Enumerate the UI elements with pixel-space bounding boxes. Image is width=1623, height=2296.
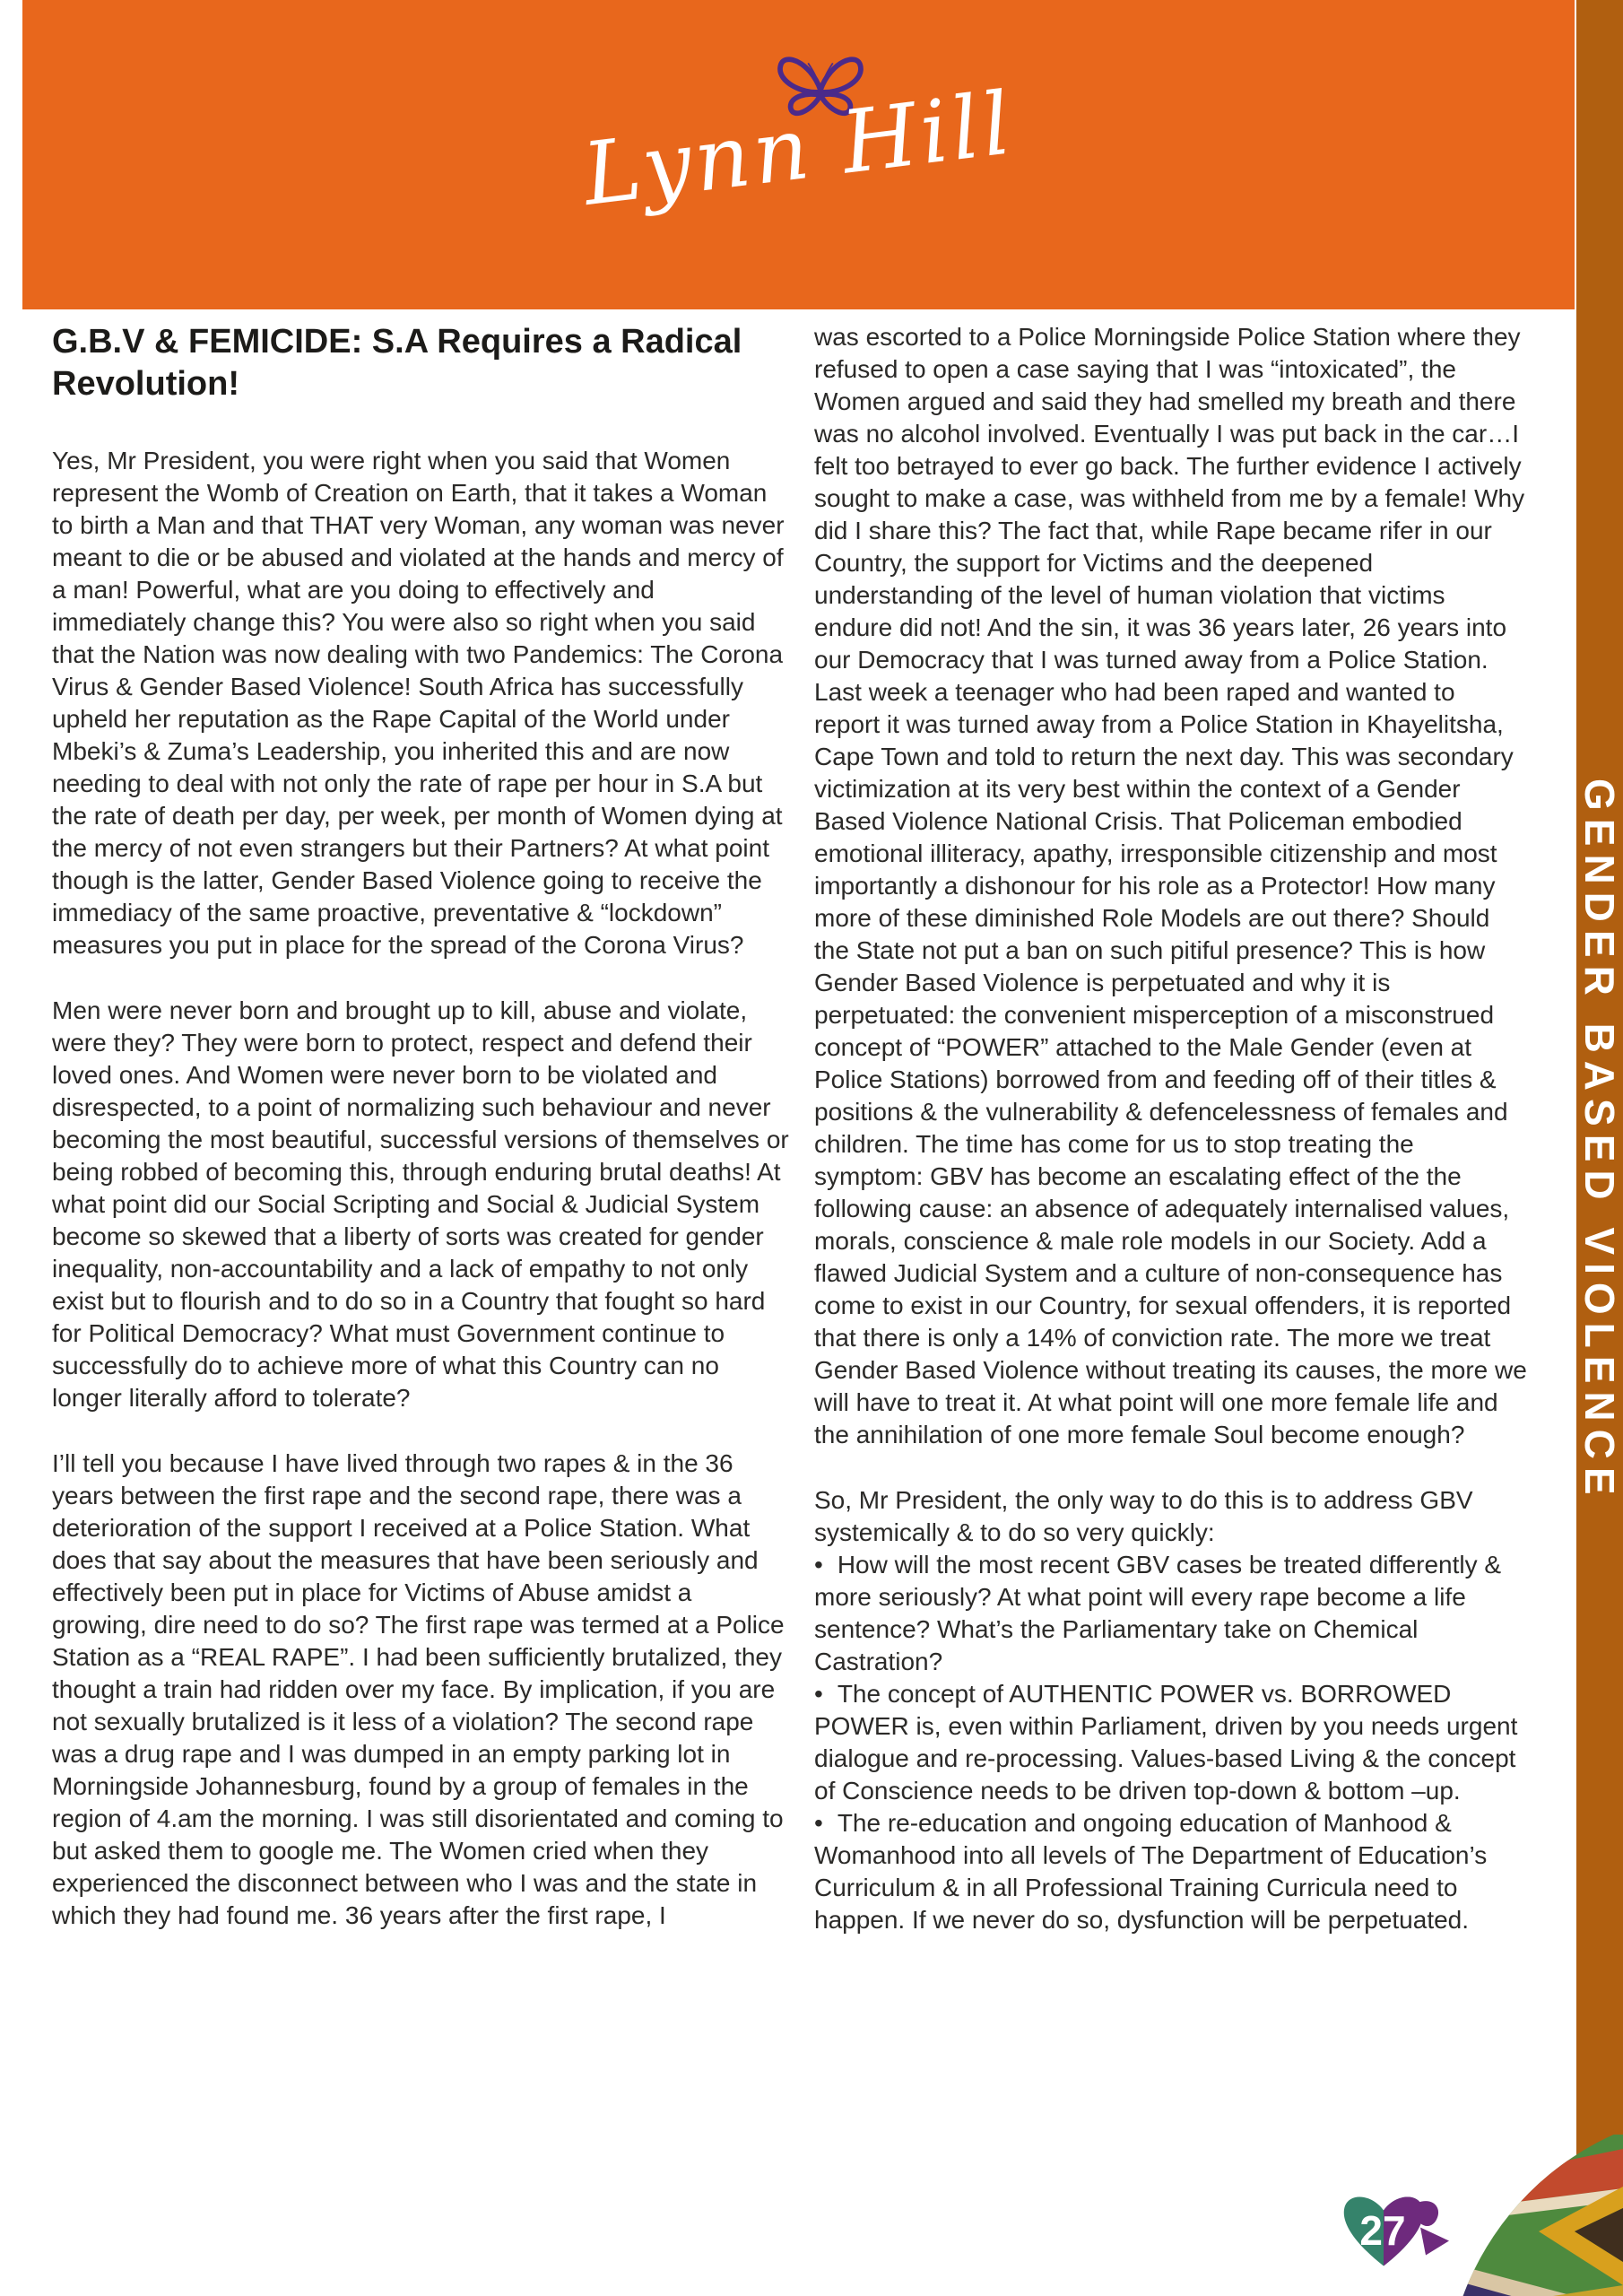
south-africa-flag xyxy=(1399,2135,1623,2296)
sidebar-strip xyxy=(1576,0,1623,2296)
header-banner xyxy=(22,0,1575,309)
bullet-item: • The re-education and ongoing education of Manhood & Womanhood into all levels of The Department of Education’s Curriculum & in all Professional Training Curricula need to happen. If we never do so, dysfunction will be perpetuated. xyxy=(814,1807,1527,1936)
page-number: 27 xyxy=(1359,2207,1406,2254)
brand-signature: Lynn Hill xyxy=(577,73,1020,225)
bullet-item: • The concept of AUTHENTIC POWER vs. BORROWED POWER is, even within Parliament, driven by you needs urgent dialogue and re-processing. Values-based Living & the concept of Conscience needs to be driven top-down & bottom –up. xyxy=(814,1678,1527,1807)
article-column-1 xyxy=(52,321,791,1965)
paragraph: I’ll tell you because I have lived through two rapes & in the 36 years between the first rape and the second rape, there was a deterioration of the support I received at a Police Station. What does that say about the measures that have been seriously and effectively been put in place for Victims of Abuse amidst a growing, dire need to do so? The first rape was termed at a Police Station as a “REAL RAPE”. I had been sufficiently brutalized, they thought a train had ridden over my face. By implication, if you are not sexually brutalized is it less of a violation? The second rape was a drug rape and I was dumped in an empty parking lot in Morningside Johannesburg, found by a group of females in the region of 4.am the morning. I was still disorientated and coming to but asked them to google me. The Women cried when they experienced the disconnect between who I was and the state in which they had found me. 36 years after the first rape, I xyxy=(52,1449,785,1929)
bullet-item: • How will the most recent GBV cases be treated differently & more seriously? At what point will every rape become a life sentence? What’s the Parliamentary take on Chemical Castration? xyxy=(814,1549,1527,1678)
paragraph: Men were never born and brought up to kill, abuse and violate, were they? They were born to protect, respect and defend their loved ones. And Women were never born to be violated and disrespected, to a point of normalizing such behaviour and never becoming the most beautiful, successful versions of themselves or being robbed of becoming this, through enduring brutal deaths! At what point did our Social Scripting and Social & Judicial System become so skewed that a liberty of sorts was created for gender inequality, non-accountability and a lack of empathy to not only exist but to flourish and to do so in a Country that fought so hard for Political Democracy? What must Government continue to successfully do to achieve more of what this Country can no longer literally afford to tolerate? xyxy=(52,996,789,1412)
sidebar-label: GENDER BASED VIOLENCE xyxy=(1576,778,1623,1503)
article-column-2 xyxy=(814,321,1527,1936)
bullet-list xyxy=(814,1549,1527,1936)
paragraph: was escorted to a Police Morningside Police Station where they refused to open a case saying that I was “intoxicated”, the Women argued and said they had smelled my breath and there was no alcohol involved. Eventually I was put back in the car…I felt too betrayed to ever go back. The further evidence I actively sought to make a case, was withheld from me by a female! Why did I share this? The fact that, while Rape became rifer in our Country, the support for Victims and the deepened understanding of the level of human violation that victims endure did not! And the sin, it was 36 years later, 26 years into our Democracy that I was turned away from a Police Station. Last week a teenager who had been raped and wanted to report it was turned away from a Police Station in Khayelitsha, Cape Town and told to return the next day. This was secondary victimization at its very best within the context of a Gender Based Violence National Crisis. That Policeman embodied emotional illiteracy, apathy, irresponsible citizenship and most importantly a dishonour for his role as a Protector! How many more of these diminished Role Models are out there? Should the State not put a ban on such pitiful presence? This is how Gender Based Violence is perpetuated and why it is perpetuated: the convenient misperception of a misconstrued concept of “POWER” attached to the Male Gender (even at Police Stations) borrowed from and feeding off of their titles & positions & the vulnerability & defencelessness of females and children. The time has come for us to stop treating the symptom: GBV has become an escalating effect of the the following cause: an absence of adequately internalised values, morals, conscience & male role models in our Society. Add a flawed Judicial System and a culture of non-consequence has come to exist in our Country, for sexual offenders, it is reported that there is only a 14% of conviction rate. The more we treat Gender Based Violence without treating its causes, the more we will have to treat it. At what point will one more female life and the annihilation of one more female Soul become enough? xyxy=(814,323,1527,1448)
paragraph: So, Mr President, the only way to do this is to address GBV systemically & to do so very quickly: xyxy=(814,1486,1473,1546)
paragraph: Yes, Mr President, you were right when you said that Women represent the Womb of Creation on Earth, that it takes a Woman to birth a Man and that THAT very Woman, any woman was never meant to die or be abused and violated at the hands and mercy of a man! Powerful, what are you doing to effectively and immediately change this? You were also so right when you said that the Nation was now dealing with two Pandemics: The Corona Virus & Gender Based Violence! South Africa has successfully upheld her reputation as the Rape Capital of the World under Mbeki’s & Zuma’s Leadership, you inherited this and are now needing to deal with not only the rate of rape per hour in S.A but the rate of death per day, per week, per month of Women dying at the mercy of not even strangers but their Partners? At what point though is the latter, Gender Based Violence going to receive the immediacy of the same proactive, preventative & “lockdown” measures you put in place for the spread of the Corona Virus? xyxy=(52,447,785,959)
article-title: G.B.V & FEMICIDE: S.A Requires a Radical Revolution! xyxy=(52,323,742,403)
